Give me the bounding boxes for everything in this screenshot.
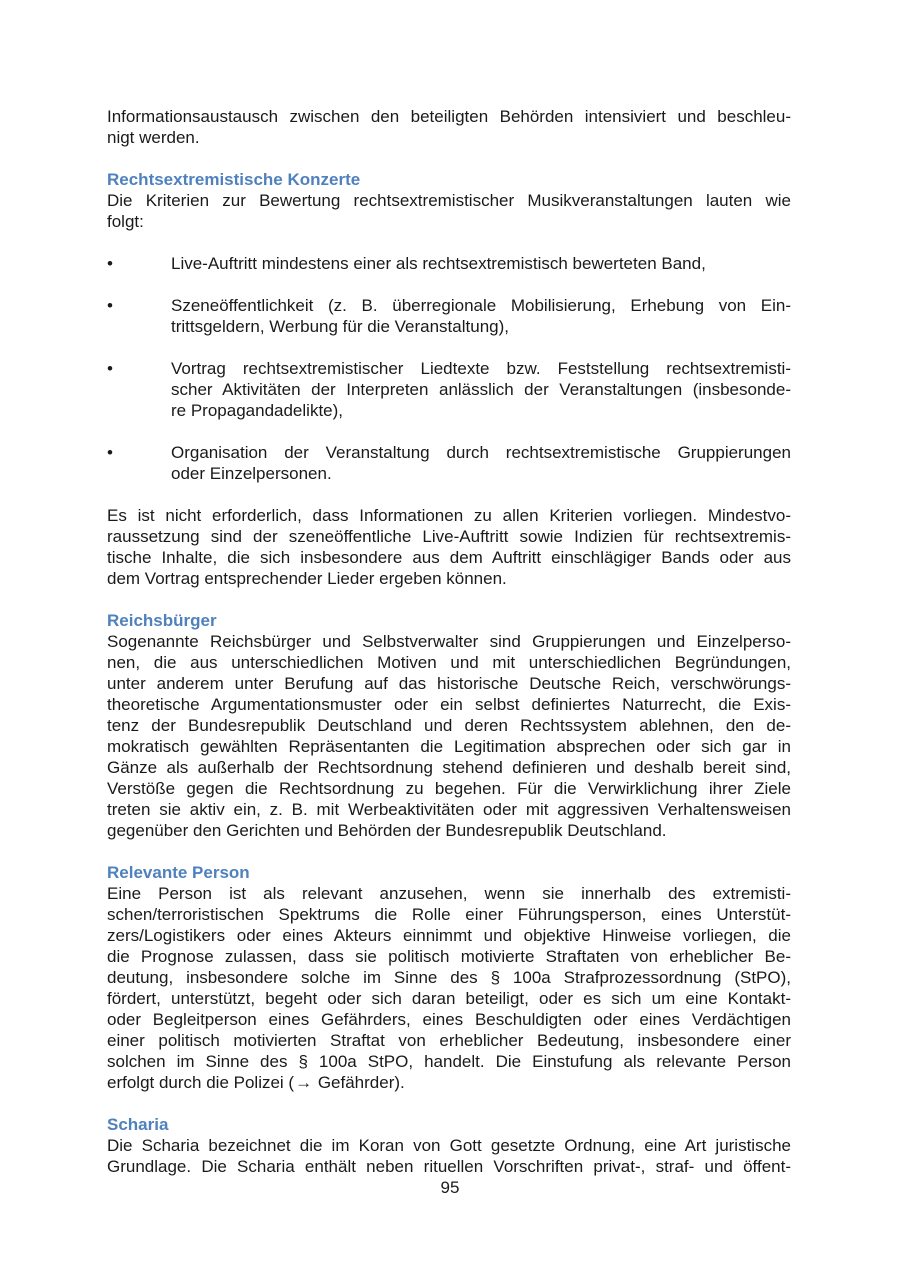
- text-line: tische Inhalte, die sich insbesondere aus dem Auftritt einschlägiger Bands oder aus: [107, 548, 791, 567]
- text-line: deutung, insbesondere solche im Sinne des § 100a Strafprozessordnung (StPO),: [107, 968, 791, 987]
- text-line: Live-Auftritt mindestens einer als rechtsextremistisch bewerteten Band,: [171, 254, 706, 273]
- text-line: folgt:: [107, 212, 144, 231]
- text-line: Szeneöffentlichkeit (z. B. überregionale Mobilisierung, Erhebung von Ein-: [171, 296, 791, 315]
- text-segment: Gefährder).: [313, 1073, 405, 1092]
- bullet-item: [107, 358, 791, 421]
- text-line: Gänze als außerhalb der Rechtsordnung stehend definieren und deshalb bereit sind,: [107, 758, 791, 777]
- text-line: dem Vortrag entsprechender Lieder ergeben können.: [107, 569, 507, 588]
- text-line: Informationsaustausch zwischen den beteiligten Behörden intensiviert und beschleu-: [107, 107, 791, 126]
- text-line: Verstöße gegen die Rechtsordnung zu begehen. Für die Verwirklichung ihrer Ziele: [107, 779, 791, 798]
- section-heading-scharia: Scharia: [107, 1115, 169, 1134]
- bullet-marker: •: [107, 254, 113, 273]
- bullet-marker: •: [107, 359, 113, 378]
- text-line: einer politisch motivierten Straftat von erheblicher Bedeutung, insbesondere einer: [107, 1031, 791, 1050]
- arrow-right-icon: →: [295, 1073, 313, 1092]
- text-line: [107, 1072, 791, 1093]
- section-heading-konzerte: Rechtsextremistische Konzerte: [107, 170, 361, 189]
- text-line: scher Aktivitäten der Interpreten anlässlich der Veranstaltungen (insbesonde-: [171, 380, 791, 399]
- text-segment: erfolgt durch die Polizei (: [107, 1073, 295, 1092]
- section-heading-reichsbuerger: Reichsbürger: [107, 611, 217, 630]
- document-body: [107, 106, 791, 1177]
- text-line: Die Scharia bezeichnet die im Koran von Gott gesetzte Ordnung, eine Art juristische: [107, 1136, 791, 1155]
- text-line: Organisation der Veranstaltung durch rechtsextremistische Gruppierungen: [171, 443, 791, 462]
- text-line: gegenüber den Gerichten und Behörden der Bundesrepublik Deutschland.: [107, 821, 667, 840]
- intro-paragraph: [107, 106, 791, 148]
- reichsbuerger-paragraph: [107, 631, 791, 841]
- scharia-paragraph: [107, 1135, 791, 1177]
- text-line: treten sie aktiv ein, z. B. mit Werbeaktivitäten oder mit aggressiven Verhaltensweisen: [107, 800, 791, 819]
- text-line: re Propagandadelikte),: [171, 401, 344, 420]
- section-heading-relevante-person: Relevante Person: [107, 863, 250, 882]
- text-line: solchen im Sinne des § 100a StPO, handelt. Die Einstufung als relevante Person: [107, 1052, 791, 1071]
- konzerte-closing-paragraph: [107, 505, 791, 589]
- text-line: Die Kriterien zur Bewertung rechtsextremistischer Musikveranstaltungen lauten wie: [107, 191, 791, 210]
- text-line: Vortrag rechtsextremistischer Liedtexte bzw. Feststellung rechtsextremisti-: [171, 359, 791, 378]
- text-line: Eine Person ist als relevant anzusehen, wenn sie innerhalb des extremisti-: [107, 884, 791, 903]
- bullet-item: [107, 253, 791, 274]
- text-line: Es ist nicht erforderlich, dass Informationen zu allen Kriterien vorliegen. Mindestvo-: [107, 506, 791, 525]
- text-line: oder Begleitperson eines Gefährders, eines Beschuldigten oder eines Verdächtigen: [107, 1010, 791, 1029]
- text-line: schen/terroristischen Spektrums die Rolle einer Führungsperson, eines Unterstüt-: [107, 905, 791, 924]
- bullet-item: [107, 442, 791, 484]
- page-number: 95: [440, 1178, 460, 1197]
- text-line: unter anderem unter Berufung auf das historische Deutsche Reich, verschwörungs-: [107, 674, 791, 693]
- text-line: oder Einzelpersonen.: [171, 464, 332, 483]
- text-line: Sogenannte Reichsbürger und Selbstverwalter sind Gruppierungen und Einzelperso-: [107, 632, 791, 651]
- text-line: zers/Logistikers oder eines Akteurs einnimmt und objektive Hinweise vorliegen, die: [107, 926, 791, 945]
- konzerte-lead-paragraph: [107, 190, 791, 232]
- bullet-marker: •: [107, 296, 113, 315]
- text-line: mokratisch gewählten Repräsentanten die Legitimation absprechen oder sich gar in: [107, 737, 791, 756]
- text-line: nen, die aus unterschiedlichen Motiven und mit unterschiedlichen Begründungen,: [107, 653, 791, 672]
- text-line: fördert, unterstützt, begeht oder sich daran beteiligt, oder es sich um eine Kontakt-: [107, 989, 791, 1008]
- text-line: die Prognose zulassen, dass sie politisch motivierte Straftaten von erheblicher Be-: [107, 947, 791, 966]
- relevante-person-paragraph: [107, 883, 791, 1093]
- text-line: nigt werden.: [107, 128, 200, 147]
- bullet-item: [107, 295, 791, 337]
- bullet-marker: •: [107, 443, 113, 462]
- text-line: raussetzung sind der szeneöffentliche Live-Auftritt sowie Indizien für rechtsextremis-: [107, 527, 791, 546]
- text-line: trittsgeldern, Werbung für die Veranstaltung),: [171, 317, 509, 336]
- text-line: theoretische Argumentationsmuster oder ein selbst definiertes Naturrecht, die Exis-: [107, 695, 791, 714]
- text-line: Grundlage. Die Scharia enthält neben rituellen Vorschriften privat-, straf- und öffent-: [107, 1157, 791, 1176]
- text-line: tenz der Bundesrepublik Deutschland und deren Rechtssystem ablehnen, den de-: [107, 716, 791, 735]
